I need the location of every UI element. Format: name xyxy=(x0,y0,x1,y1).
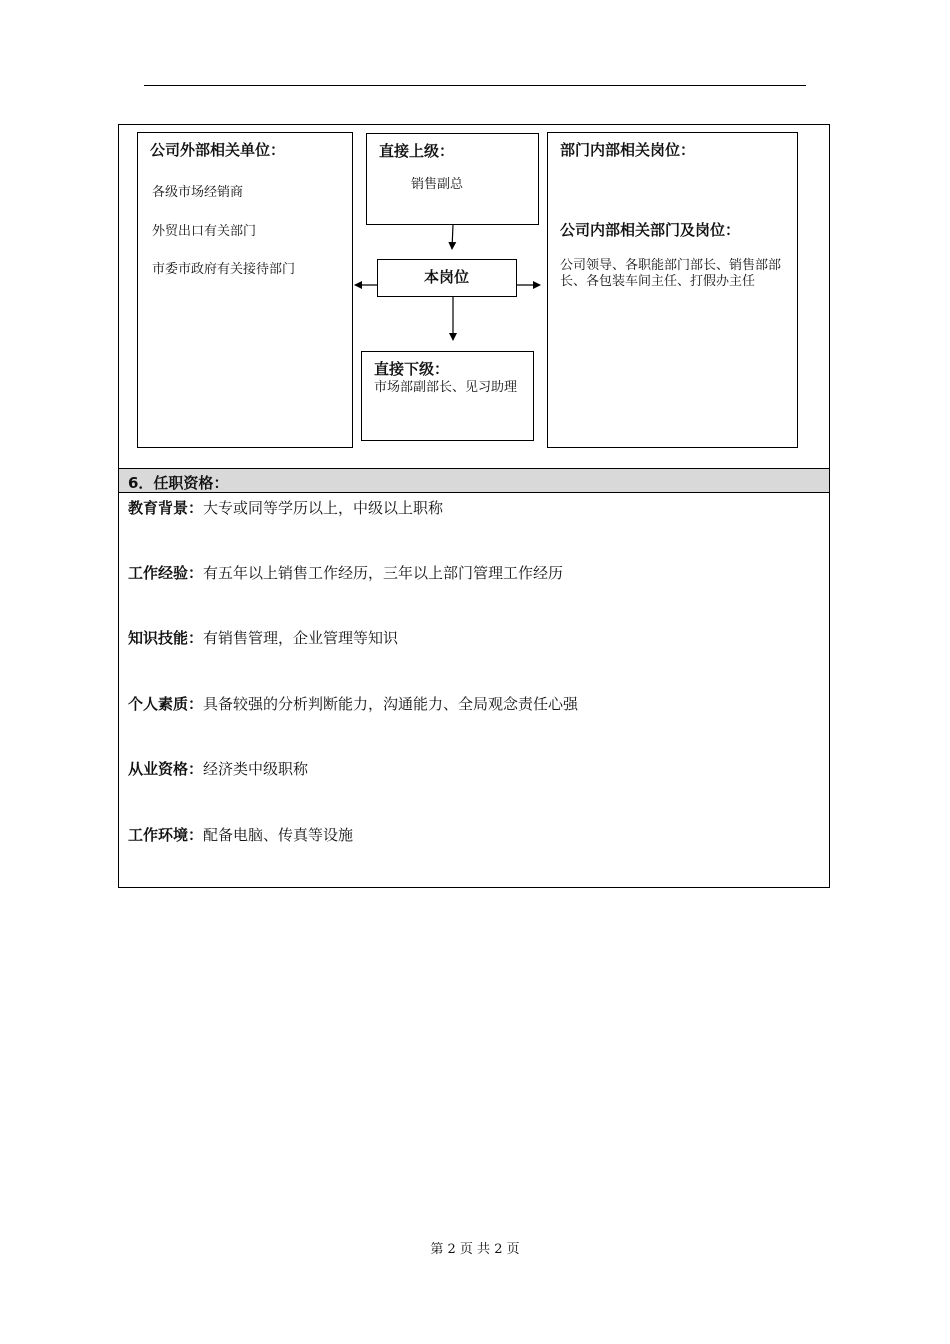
this-position-title: 本岗位 xyxy=(423,268,469,286)
qualification-label: 个人素质： xyxy=(128,695,204,713)
qualification-row-qualities xyxy=(128,693,578,714)
direct-subordinate-title: 直接下级： xyxy=(374,360,450,378)
external-unit-item: 外贸出口有关部门 xyxy=(152,224,257,239)
qualifications-section-header xyxy=(119,468,829,493)
qualification-row-experience xyxy=(128,562,563,583)
qualification-label: 工作经验： xyxy=(128,564,204,582)
qualification-value: 有销售管理，企业管理等知识 xyxy=(203,629,399,647)
internal-positions-title: 部门内部相关岗位： xyxy=(560,141,696,159)
external-units-title: 公司外部相关单位： xyxy=(150,141,286,159)
qualification-value: 经济类中级职称 xyxy=(203,760,309,778)
qualification-row-certification xyxy=(128,758,308,779)
header-rule xyxy=(144,85,806,86)
qualification-value: 配备电脑、传真等设施 xyxy=(203,826,354,844)
org-chart-connectors xyxy=(119,125,829,468)
qualification-value: 大专或同等学历以上，中级以上职称 xyxy=(203,499,444,517)
qualifications-section-title: 6．任职资格： xyxy=(128,474,229,492)
arrow-superior-to-position xyxy=(452,225,453,249)
direct-superior-title: 直接上级： xyxy=(379,142,455,160)
qualification-label: 从业资格： xyxy=(128,760,204,778)
direct-subordinate-value: 市场部副部长、见习助理 xyxy=(374,380,518,395)
direct-superior-value: 销售副总 xyxy=(411,177,464,192)
job-description-table xyxy=(118,124,830,888)
company-internal-title: 公司内部相关部门及岗位： xyxy=(560,221,741,239)
qualification-row-skills xyxy=(128,627,398,648)
external-unit-item: 市委市政府有关接待部门 xyxy=(152,262,296,277)
qualification-row-education xyxy=(128,497,443,518)
qualification-label: 知识技能： xyxy=(128,629,204,647)
qualification-label: 工作环境： xyxy=(128,826,204,844)
qualification-row-environment xyxy=(128,824,353,845)
company-internal-value: 公司领导、各职能部门部长、销售部部长、各包装车间主任、打假办主任 xyxy=(560,258,782,289)
qualification-value: 具备较强的分析判断能力，沟通能力、全局观念责任心强 xyxy=(203,695,579,713)
qualification-label: 教育背景： xyxy=(128,499,204,517)
qualification-value: 有五年以上销售工作经历，三年以上部门管理工作经历 xyxy=(203,564,564,582)
page-number-footer: 第 2 页 共 2 页 xyxy=(430,1242,520,1257)
external-unit-item: 各级市场经销商 xyxy=(152,185,244,200)
